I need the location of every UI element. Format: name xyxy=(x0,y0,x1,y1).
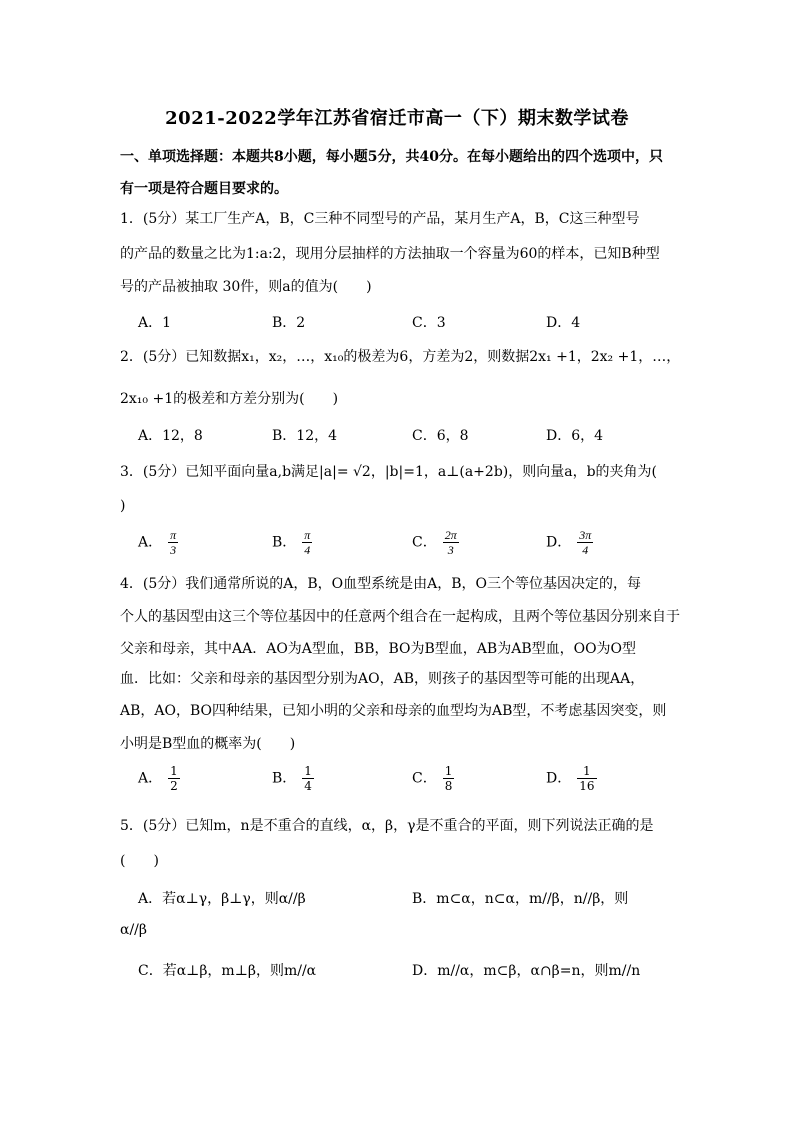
q3-option-c-fraction xyxy=(443,528,459,557)
q3-option-d xyxy=(546,528,593,557)
q3-stem-line2: ) xyxy=(120,498,126,514)
q2-option-b: B．12，4 xyxy=(272,428,338,444)
q2-option-d: D．6，4 xyxy=(546,428,604,444)
q4-option-d-label: D． xyxy=(546,770,572,787)
q4-stem-line5: AB，AO，BO四种结果，已知小明的父亲和母亲的血型均为AB型，不考虑基因突变，则 xyxy=(120,703,667,719)
exam-title: 2021-2022学年江苏省宿迁市高一（下）期末数学试卷 xyxy=(165,108,629,129)
q4-option-c-fraction xyxy=(443,764,455,793)
q4-option-a xyxy=(138,764,180,793)
q4-option-d-numerator: 1 xyxy=(577,764,596,779)
q4-option-a-numerator: 1 xyxy=(170,764,178,778)
q4-option-a-label: A． xyxy=(138,770,163,787)
q3-option-a-label: A． xyxy=(138,534,163,551)
q4-option-c-label: C． xyxy=(412,770,437,787)
q4-option-a-fraction xyxy=(168,764,180,793)
q5-option-b: B．m⊂α，n⊂α，m//β，n//β，则 xyxy=(412,891,629,907)
q4-stem-line3: 父亲和母亲，其中AA．AO为A型血，BB，BO为B型血，AB为AB型血，OO为O型 xyxy=(120,641,637,657)
q2-stem-line2: 2x₁₀ +1的极差和方差分别为( ) xyxy=(120,391,339,407)
section-heading-line2: 有一项是符合题目要求的。 xyxy=(120,181,288,197)
q3-option-b xyxy=(272,528,312,557)
q4-stem-line1: 4．(5分）我们通常所说的A，B，O血型系统是由A，B，O三个等位基因决定的，每 xyxy=(120,576,642,592)
q3-option-d-fraction xyxy=(577,528,593,557)
q4-option-b-denominator: 4 xyxy=(304,779,312,793)
q1-option-c: C．3 xyxy=(412,315,446,331)
q1-option-a: A．1 xyxy=(138,315,172,331)
q4-option-b-label: B． xyxy=(272,770,297,787)
q5-option-b-continued: α//β xyxy=(120,922,147,938)
q5-option-c: C．若α⊥β，m⊥β，则m//α xyxy=(138,963,317,979)
q3-option-b-label: B． xyxy=(272,534,297,551)
q2-option-a: A．12，8 xyxy=(138,428,203,444)
q2-stem-line1: 2．(5分）已知数据x₁，x₂，…，x₁₀的极差为6，方差为2，则数据2x₁ +1，2x₂ +1，…， xyxy=(120,349,681,365)
q2-option-c: C．6，8 xyxy=(412,428,469,444)
q1-stem-line3: 号的产品被抽取 30件，则a的值为( ) xyxy=(120,279,372,295)
q4-option-d-fraction xyxy=(577,764,596,793)
q1-stem-line2: 的产品的数量之比为1:a:2，现用分层抽样的方法抽取一个容量为60的样本，已知B种型 xyxy=(120,246,660,262)
q3-option-c-label: C． xyxy=(412,534,437,551)
q4-option-b-fraction xyxy=(302,764,314,793)
q4-option-d-denominator: 16 xyxy=(579,779,595,793)
q3-option-c-denominator: 3 xyxy=(447,543,454,557)
q4-stem-line4: 血．比如：父亲和母亲的基因型分别为AO，AB，则孩子的基因型等可能的出现AA， xyxy=(120,671,645,687)
q4-option-a-denominator: 2 xyxy=(170,779,178,793)
q3-option-a-fraction xyxy=(168,528,178,557)
q4-option-c xyxy=(412,764,454,793)
section-heading-line1: 一、单项选择题：本题共8小题，每小题5分，共40分。在每小题给出的四个选项中，只 xyxy=(120,149,663,165)
q1-stem-line1: 1．(5分）某工厂生产A，B，C三种不同型号的产品，某月生产A，B，C这三种型号 xyxy=(120,211,640,227)
q3-option-d-label: D． xyxy=(546,534,572,551)
q3-option-b-fraction xyxy=(302,528,312,557)
q4-option-b-numerator: 1 xyxy=(304,764,312,778)
q3-option-c-numerator: 2π xyxy=(444,528,457,542)
q4-option-d xyxy=(546,764,597,793)
q3-option-a-numerator: π xyxy=(170,528,177,542)
q4-option-b xyxy=(272,764,314,793)
q3-option-d-numerator: 3π xyxy=(579,528,592,542)
q5-stem-line1: 5．(5分）已知m，n是不重合的直线，α，β，γ是不重合的平面，则下列说法正确的是 xyxy=(120,818,654,834)
q4-stem-line6: 小明是B型血的概率为( ) xyxy=(120,736,296,752)
q3-stem-line1: 3．(5分）已知平面向量a,b满足|a|= √2，|b|=1，a⊥(a+2b)，则向量a，b的夹角为( xyxy=(120,464,658,480)
q4-option-c-denominator: 8 xyxy=(444,779,453,793)
q4-stem-line2: 个人的基因型由这三个等位基因中的任意两个组合在一起构成，且两个等位基因分别来自于 xyxy=(120,609,680,625)
q5-option-a: A．若α⊥γ，β⊥γ，则α//β xyxy=(138,891,306,907)
q3-option-c xyxy=(412,528,459,557)
q3-option-b-denominator: 4 xyxy=(304,543,311,557)
q1-option-b: B．2 xyxy=(272,315,306,331)
q4-option-c-numerator: 1 xyxy=(444,764,453,778)
q5-stem-line2: ( ) xyxy=(120,853,159,869)
q5-option-d: D．m//α，m⊂β，α∩β=n，则m//n xyxy=(412,963,641,979)
q3-option-a-denominator: 3 xyxy=(170,543,177,557)
q3-option-a xyxy=(138,528,178,557)
q1-option-d: D．4 xyxy=(546,315,581,331)
q3-option-b-numerator: π xyxy=(304,528,311,542)
q3-option-d-denominator: 4 xyxy=(582,543,589,557)
